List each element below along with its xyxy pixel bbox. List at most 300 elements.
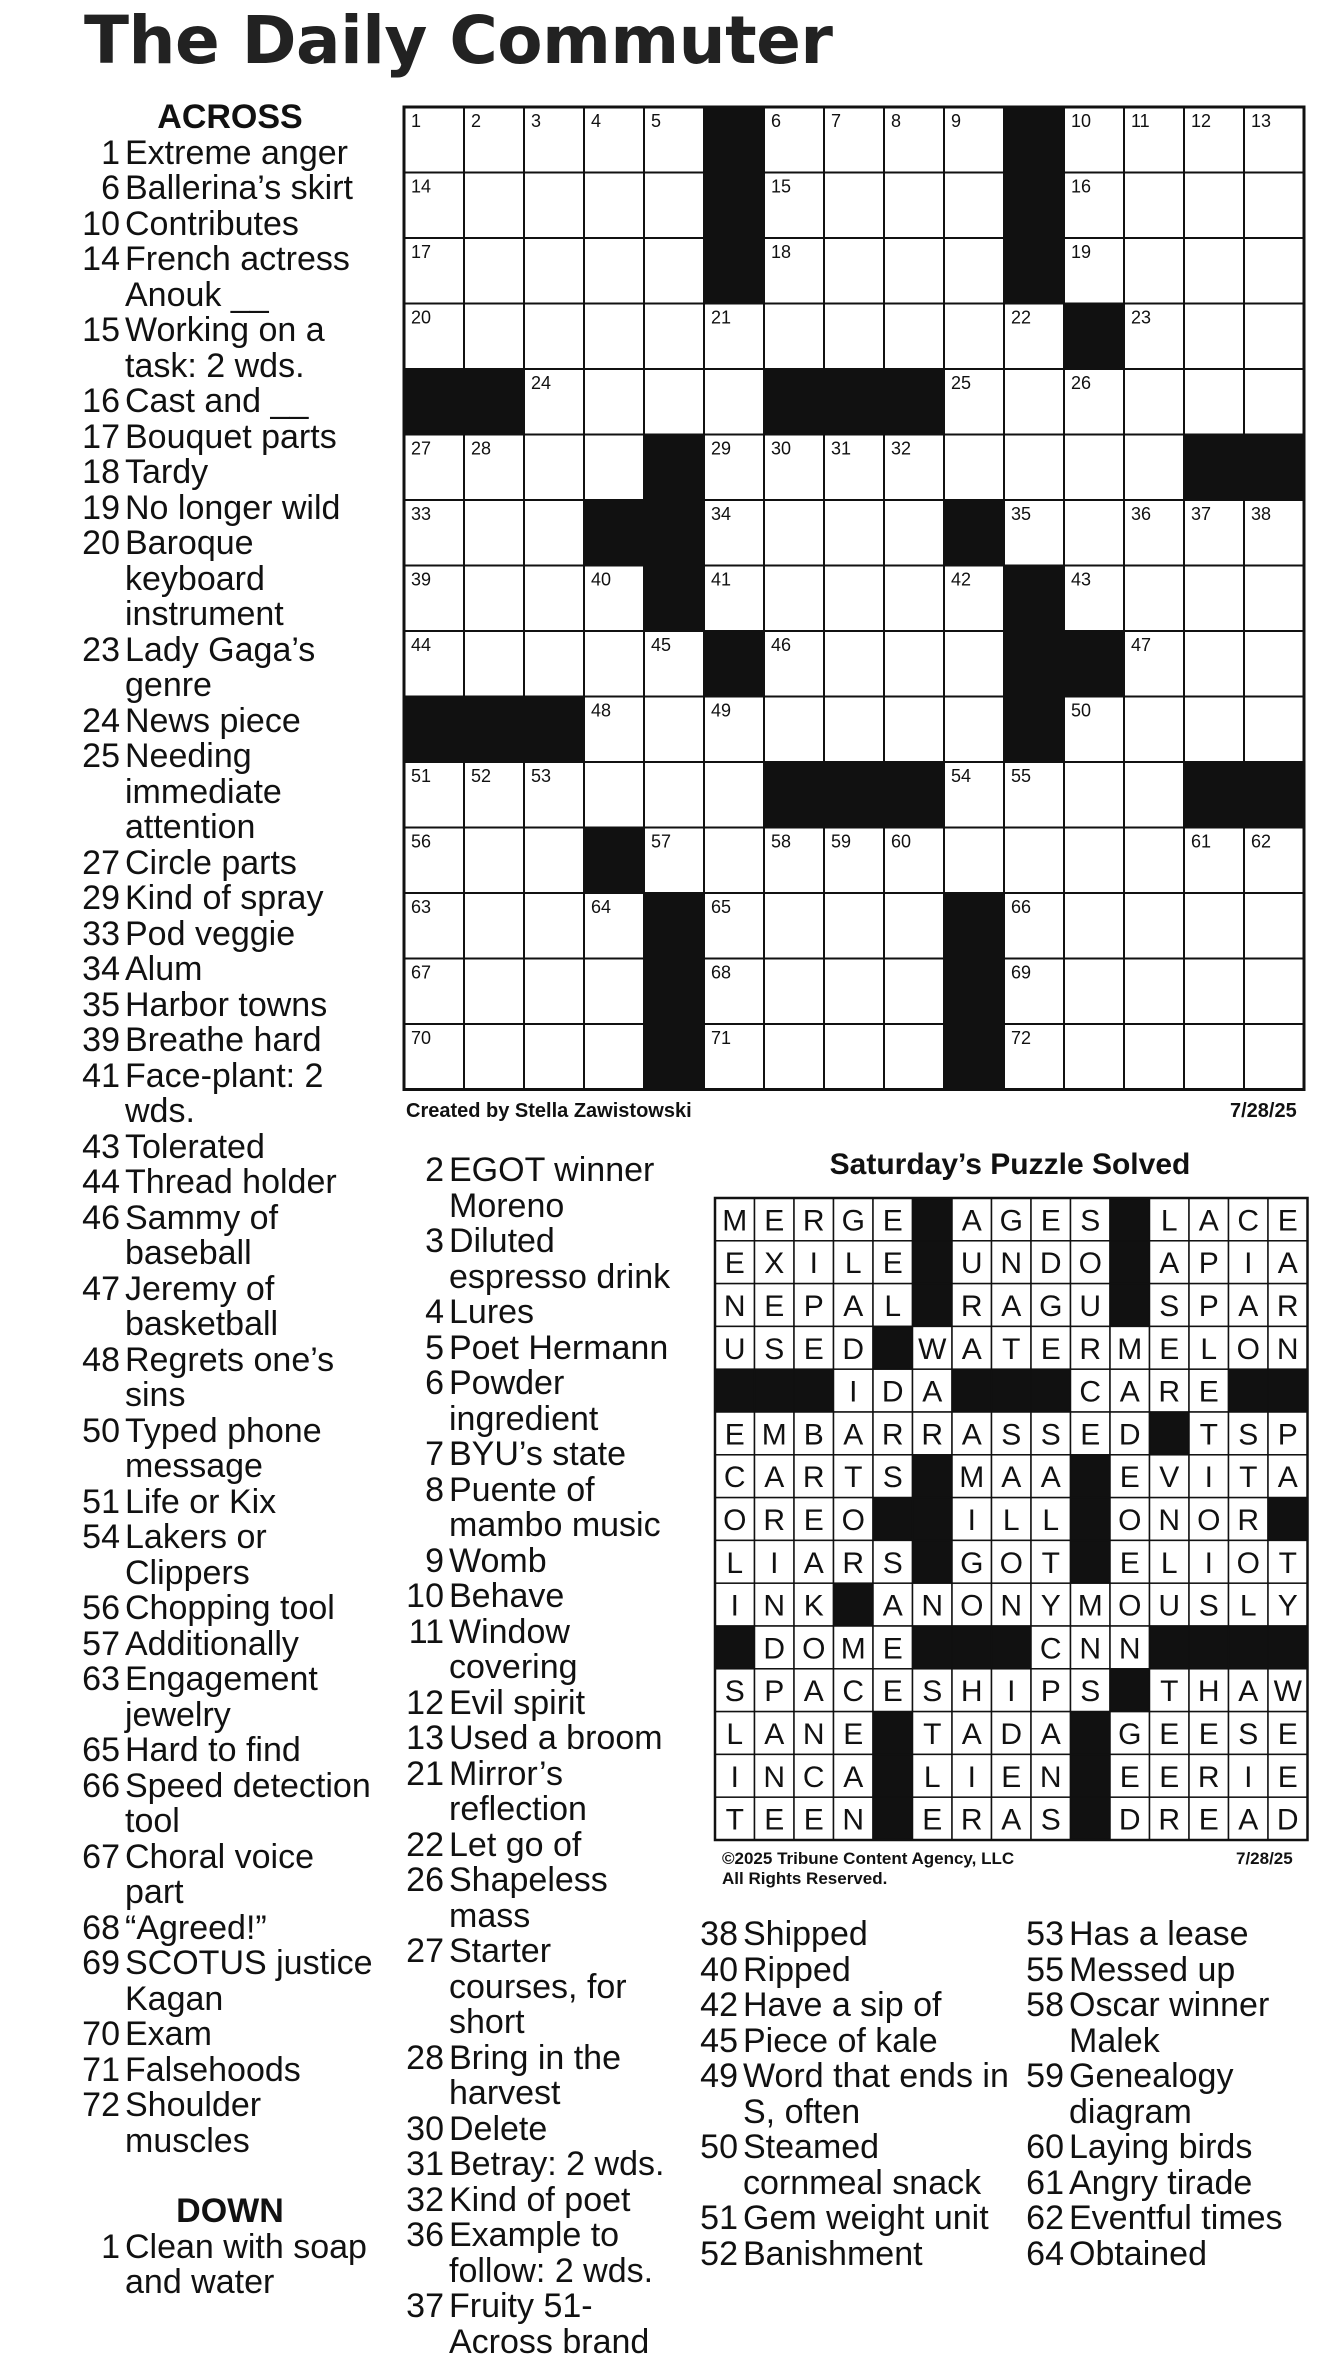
solution-letter: P: [1198, 1247, 1219, 1281]
grid-cell[interactable]: [824, 566, 884, 632]
solution-letter: O: [1118, 1589, 1142, 1623]
grid-cell[interactable]: [1184, 959, 1244, 1025]
clue-text: Chopping tool: [125, 1589, 335, 1627]
clue-number: 51: [700, 2199, 738, 2237]
clue-text: Shapeless mass: [449, 1861, 608, 1935]
clue-number: 21: [406, 1754, 444, 1793]
grid-cell[interactable]: [1244, 697, 1304, 763]
clue-number: 10: [82, 204, 120, 243]
solution-letter: C: [723, 1461, 746, 1495]
cell-number: 8: [891, 111, 902, 131]
clue-text: Window covering: [449, 1612, 578, 1686]
grid-cell[interactable]: [944, 697, 1004, 763]
clue-number: 39: [82, 1021, 120, 1059]
grid-cell[interactable]: [1004, 828, 1064, 894]
cell-number: 26: [1071, 373, 1092, 393]
clue-text: Contributes: [125, 204, 299, 243]
grid-cell[interactable]: [524, 893, 584, 959]
grid-cell[interactable]: [464, 238, 524, 304]
clue-text: Have a sip of: [743, 1986, 942, 2024]
grid-cell[interactable]: [824, 304, 884, 370]
grid-cell[interactable]: [884, 238, 944, 304]
clue-text: Laying birds: [1069, 2128, 1253, 2166]
clue-text: Jeremy of basketball: [125, 1269, 279, 1343]
grid-cell[interactable]: [704, 369, 764, 435]
grid-cell[interactable]: [824, 238, 884, 304]
grid-cell[interactable]: [524, 238, 584, 304]
clue-number: 54: [82, 1518, 120, 1556]
down-clue-52: [680, 2234, 1010, 2273]
cell-number: 39: [411, 569, 432, 590]
solution-letter: O: [960, 1589, 984, 1623]
grid-cell[interactable]: [1064, 762, 1124, 828]
clue-number: 53: [1026, 1915, 1064, 1953]
solution-letter: E: [1277, 1718, 1298, 1751]
grid-cell[interactable]: [764, 697, 824, 763]
grid-cell[interactable]: [764, 959, 824, 1025]
black-square: [944, 959, 1004, 1025]
black-square: [644, 959, 704, 1025]
grid-cell[interactable]: [1184, 304, 1244, 370]
clue-text: No longer wild: [125, 488, 341, 527]
clue-number: 58: [1026, 1986, 1064, 2024]
grid-cell[interactable]: [884, 697, 944, 763]
grid-cell[interactable]: [704, 828, 764, 894]
down-clue-1: [80, 2227, 380, 2301]
crossword-grid: [402, 105, 1309, 1092]
clue-number: 66: [82, 1766, 120, 1805]
cell-number: 50: [1071, 700, 1092, 721]
clue-text: Word that ends in S, often: [743, 2057, 1009, 2131]
grid-cell[interactable]: [1184, 631, 1244, 697]
down-clue-62: [1006, 2201, 1316, 2237]
clue-number: 13: [406, 1719, 444, 1757]
clue-number: 67: [82, 1837, 120, 1876]
solution-letter: E: [724, 1418, 745, 1452]
clue-number: 52: [700, 2234, 738, 2273]
grid-cell[interactable]: [824, 697, 884, 763]
solution-black-square: [952, 1626, 992, 1669]
clue-text: Clean with soap and water: [125, 2227, 367, 2301]
grid-cell[interactable]: [524, 435, 584, 501]
across-clue-66: [80, 1766, 380, 1840]
solution-letter: A: [1040, 1461, 1061, 1495]
grid-cell[interactable]: [644, 238, 704, 304]
solution-letter: N: [802, 1718, 825, 1751]
grid-cell[interactable]: [644, 762, 704, 828]
clue-text: Baroque keyboard instrument: [125, 524, 284, 633]
grid-cell[interactable]: [1064, 893, 1124, 959]
clue-text: Engagement jewelry: [125, 1660, 318, 1734]
grid-cell[interactable]: [944, 828, 1004, 894]
cell-number: 28: [471, 438, 492, 459]
grid-cell[interactable]: [464, 959, 524, 1025]
down-clue-64: [1006, 2234, 1316, 2273]
clue-text: Lady Gaga’s genre: [125, 630, 316, 704]
solution-letter: I: [730, 1589, 739, 1623]
grid-cell[interactable]: [1184, 697, 1244, 763]
grid-cell[interactable]: [524, 500, 584, 566]
grid-cell[interactable]: [1244, 631, 1304, 697]
solution-letter: T: [844, 1461, 863, 1495]
solution-letter: R: [1079, 1332, 1102, 1366]
solution-letter: C: [1039, 1632, 1062, 1666]
grid-cell[interactable]: [1244, 238, 1304, 304]
grid-cell[interactable]: [884, 631, 944, 697]
grid-cell[interactable]: [1244, 1024, 1304, 1090]
grid-cell[interactable]: [1244, 173, 1304, 239]
solution-letter: D: [842, 1332, 865, 1366]
black-square: [404, 697, 464, 763]
solution-letter: N: [1000, 1589, 1023, 1623]
black-square: [884, 369, 944, 435]
solution-black-square: [715, 1369, 755, 1412]
cell-number: 31: [831, 438, 852, 459]
solution-letter: I: [849, 1375, 858, 1409]
clue-number: 32: [406, 2180, 444, 2219]
black-square: [1004, 238, 1064, 304]
cell-number: 68: [711, 962, 732, 983]
grid-cell[interactable]: [1064, 435, 1124, 501]
solution-letter: I: [770, 1546, 779, 1580]
solution-letter: O: [1197, 1504, 1221, 1537]
solution-letter: G: [1118, 1718, 1142, 1751]
grid-cell[interactable]: [644, 369, 704, 435]
down-clue-13: [386, 1721, 686, 1757]
grid-cell[interactable]: [884, 566, 944, 632]
clue-number: 11: [408, 1612, 444, 1651]
grid-cell[interactable]: [824, 631, 884, 697]
grid-cell[interactable]: [1184, 893, 1244, 959]
solution-letter: G: [999, 1204, 1023, 1238]
across-clue-39: [80, 1023, 380, 1059]
solution-letter: E: [1080, 1418, 1101, 1452]
grid-cell[interactable]: [1244, 959, 1304, 1025]
cell-number: 30: [771, 438, 792, 459]
solution-letter: R: [1237, 1504, 1260, 1537]
cell-number: 58: [771, 831, 792, 852]
solution-letter: M: [722, 1204, 748, 1238]
solution-grid: [713, 1196, 1310, 1843]
solution-letter: A: [1001, 1803, 1022, 1837]
across-clue-71: [80, 2050, 380, 2089]
grid-cell[interactable]: [1004, 435, 1064, 501]
grid-cell[interactable]: [884, 1024, 944, 1090]
grid-cell[interactable]: [584, 762, 644, 828]
grid-cell[interactable]: [464, 828, 524, 894]
across-clue-19: [80, 488, 380, 527]
grid-cell[interactable]: [1124, 828, 1184, 894]
solution-black-square: [794, 1369, 834, 1412]
grid-cell[interactable]: [824, 959, 884, 1025]
grid-cell[interactable]: [884, 173, 944, 239]
solution-letter: E: [1119, 1461, 1140, 1495]
clue-text: Piece of kale: [743, 2021, 938, 2060]
grid-cell[interactable]: [1244, 304, 1304, 370]
cell-number: 53: [531, 766, 552, 786]
cell-number: 3: [531, 111, 542, 131]
down-clue-36: [386, 2218, 686, 2289]
grid-cell[interactable]: [464, 1024, 524, 1090]
grid-cell[interactable]: [824, 173, 884, 239]
grid-cell[interactable]: [1184, 1024, 1244, 1090]
solution-letter: A: [1198, 1204, 1219, 1238]
grid-cell[interactable]: [1124, 697, 1184, 763]
grid-cell[interactable]: [884, 959, 944, 1025]
grid-cell[interactable]: [524, 1024, 584, 1090]
grid-cell[interactable]: [764, 566, 824, 632]
across-clue-34: [80, 952, 380, 988]
grid-cell[interactable]: [1244, 369, 1304, 435]
solution-letter: D: [1118, 1418, 1141, 1452]
grid-cell[interactable]: [1064, 1024, 1124, 1090]
cell-number: 40: [591, 569, 612, 590]
clue-text: Ripped: [743, 1950, 851, 1989]
clue-text: News piece: [125, 701, 301, 740]
grid-cell[interactable]: [464, 566, 524, 632]
grid-cell[interactable]: [944, 173, 1004, 239]
down-clue-61: [1006, 2163, 1316, 2202]
solution-letter: L: [1160, 1546, 1178, 1580]
down-clue-31: [386, 2147, 686, 2183]
clue-text: “Agreed!”: [125, 1908, 267, 1947]
clue-text: Womb: [449, 1541, 547, 1580]
solution-letter: E: [1198, 1803, 1219, 1837]
clue-text: Delete: [449, 2109, 548, 2148]
solution-black-square: [992, 1369, 1032, 1412]
clue-text: Typed phone message: [125, 1411, 322, 1485]
clue-text: Steamed cornmeal snack: [743, 2128, 982, 2202]
clue-text: Genealogy diagram: [1069, 2057, 1234, 2131]
solution-letter: E: [803, 1332, 824, 1366]
solution-letter: O: [1236, 1546, 1260, 1580]
clue-number: 60: [1026, 2128, 1064, 2166]
solution-letter: E: [724, 1247, 745, 1281]
grid-cell[interactable]: [584, 238, 644, 304]
down-clue-42: [680, 1988, 1010, 2024]
grid-cell[interactable]: [764, 304, 824, 370]
grid-cell[interactable]: [584, 1024, 644, 1090]
clue-text: Sammy of baseball: [125, 1198, 279, 1272]
grid-cell[interactable]: [1124, 1024, 1184, 1090]
solution-letter: N: [1079, 1632, 1102, 1666]
grid-cell[interactable]: [1124, 893, 1184, 959]
solution-letter: X: [764, 1247, 785, 1281]
grid-cell[interactable]: [884, 304, 944, 370]
grid-cell[interactable]: [1124, 762, 1184, 828]
clue-number: 19: [82, 488, 120, 527]
cell-number: 21: [711, 307, 732, 328]
down-clue-7: [386, 1437, 686, 1473]
grid-cell[interactable]: [464, 500, 524, 566]
grid-cell[interactable]: [464, 631, 524, 697]
clue-number: 50: [700, 2128, 738, 2166]
across-clue-10: [80, 204, 380, 243]
grid-cell[interactable]: [584, 173, 644, 239]
down-clue-2: [386, 1153, 686, 1224]
grid-cell[interactable]: [1124, 238, 1184, 304]
cell-number: 48: [591, 700, 612, 721]
solution-letter: A: [803, 1546, 824, 1580]
clue-text: Shoulder muscles: [125, 2086, 262, 2160]
grid-cell[interactable]: [944, 631, 1004, 697]
solution-black-square: [913, 1198, 953, 1241]
grid-cell[interactable]: [704, 762, 764, 828]
grid-cell[interactable]: [524, 173, 584, 239]
grid-cell[interactable]: [1184, 566, 1244, 632]
solution-letter: C: [1079, 1375, 1102, 1409]
solution-letter: N: [1276, 1332, 1299, 1366]
grid-cell[interactable]: [824, 500, 884, 566]
clue-number: 1: [101, 2227, 120, 2266]
clue-number: 20: [82, 524, 120, 562]
solution-black-square: [873, 1797, 913, 1840]
grid-cell[interactable]: [1184, 173, 1244, 239]
grid-cell[interactable]: [764, 1024, 824, 1090]
solution-letter: I: [730, 1760, 739, 1794]
clue-text: Shipped: [743, 1915, 868, 1953]
solution-letter: U: [723, 1332, 746, 1366]
clue-number: 10: [406, 1577, 444, 1615]
grid-cell[interactable]: [1064, 828, 1124, 894]
solution-letter: I: [809, 1247, 818, 1281]
grid-cell[interactable]: [1004, 369, 1064, 435]
grid-cell[interactable]: [584, 631, 644, 697]
grid-cell[interactable]: [1244, 566, 1304, 632]
cell-number: 65: [711, 897, 732, 917]
clue-text: EGOT winner Moreno: [449, 1151, 655, 1225]
grid-cell[interactable]: [584, 435, 644, 501]
clue-number: 17: [82, 417, 120, 456]
clue-text: Working on a task: 2 wds.: [125, 311, 325, 385]
solution-title: Saturday’s Puzzle Solved: [829, 1148, 1191, 1181]
black-square: [1064, 631, 1124, 697]
cell-number: 35: [1011, 504, 1032, 524]
grid-cell[interactable]: [644, 304, 704, 370]
black-square: [644, 1024, 704, 1090]
black-square: [1004, 173, 1064, 239]
black-square: [704, 631, 764, 697]
solution-letter: D: [1276, 1803, 1299, 1837]
copyright-line-1: ©2025 Tribune Content Agency, LLC: [722, 1849, 1015, 1868]
solution-letter: E: [803, 1803, 824, 1837]
solution-letter: Y: [1277, 1589, 1298, 1623]
solution-letter: T: [1041, 1546, 1060, 1580]
clue-number: 16: [82, 382, 120, 420]
solution-letter: N: [1000, 1247, 1023, 1281]
black-square: [944, 1024, 1004, 1090]
grid-cell[interactable]: [1064, 500, 1124, 566]
black-square: [1004, 107, 1064, 173]
grid-cell[interactable]: [944, 238, 1004, 304]
grid-cell[interactable]: [464, 173, 524, 239]
grid-cell[interactable]: [1184, 369, 1244, 435]
grid-cell[interactable]: [524, 959, 584, 1025]
solution-letter: L: [726, 1718, 744, 1751]
grid-cell[interactable]: [584, 304, 644, 370]
solution-letter: L: [1160, 1204, 1178, 1238]
solution-black-square: [1071, 1797, 1111, 1840]
grid-cell[interactable]: [584, 369, 644, 435]
solution-letter: M: [959, 1461, 985, 1495]
cell-number: 72: [1011, 1028, 1032, 1048]
clue-number: 1: [101, 133, 120, 172]
solution-black-square: [1071, 1540, 1111, 1583]
solution-letter: D: [1118, 1803, 1141, 1837]
clue-number: 57: [82, 1624, 120, 1663]
grid-cell[interactable]: [524, 566, 584, 632]
across-clue-20: [80, 526, 380, 633]
cell-number: 20: [411, 307, 432, 328]
grid-cell[interactable]: [644, 697, 704, 763]
grid-cell[interactable]: [764, 500, 824, 566]
clue-text: Cast and __: [125, 382, 309, 420]
cell-number: 11: [1131, 111, 1150, 131]
grid-cell[interactable]: [944, 435, 1004, 501]
clue-number: 24: [82, 701, 120, 740]
solution-date: 7/28/25: [1236, 1849, 1293, 1868]
grid-cell[interactable]: [944, 304, 1004, 370]
grid-cell[interactable]: [884, 500, 944, 566]
grid-cell[interactable]: [764, 893, 824, 959]
clue-text: Regrets one’s sins: [125, 1340, 335, 1414]
grid-cell[interactable]: [824, 893, 884, 959]
clue-text: Diluted espresso drink: [449, 1222, 671, 1296]
black-square: [1244, 435, 1304, 501]
grid-cell[interactable]: [1184, 238, 1244, 304]
solution-black-square: [1150, 1626, 1190, 1669]
grid-cell[interactable]: [1124, 369, 1184, 435]
grid-cell[interactable]: [1124, 435, 1184, 501]
solution-black-square: [913, 1498, 953, 1541]
grid-cell[interactable]: [464, 893, 524, 959]
solution-black-square: [1110, 1241, 1150, 1284]
clue-text: Betray: 2 wds.: [449, 2145, 665, 2183]
black-square: [404, 369, 464, 435]
solution-letter: S: [1080, 1204, 1101, 1238]
solution-letter: O: [802, 1632, 826, 1666]
grid-cell[interactable]: [464, 304, 524, 370]
black-square: [464, 697, 524, 763]
grid-cell[interactable]: [1124, 173, 1184, 239]
grid-cell[interactable]: [1124, 959, 1184, 1025]
grid-cell[interactable]: [524, 304, 584, 370]
solution-black-square: [1268, 1369, 1308, 1412]
clue-number: 28: [406, 2038, 444, 2077]
grid-cell[interactable]: [584, 959, 644, 1025]
solution-black-square: [1110, 1198, 1150, 1241]
down-clue-list-4: [1006, 1917, 1316, 2272]
grid-cell[interactable]: [1244, 893, 1304, 959]
grid-cell[interactable]: [884, 893, 944, 959]
solution-letter: A: [961, 1418, 982, 1452]
grid-cell[interactable]: [524, 828, 584, 894]
solution-letter: N: [1158, 1504, 1181, 1537]
grid-cell[interactable]: [1064, 959, 1124, 1025]
grid-cell[interactable]: [1124, 566, 1184, 632]
solution-letter: A: [764, 1461, 785, 1495]
grid-cell[interactable]: [644, 173, 704, 239]
grid-cell[interactable]: [524, 631, 584, 697]
black-square: [944, 500, 1004, 566]
clue-number: 64: [1026, 2234, 1064, 2273]
solution-letter: L: [1239, 1589, 1257, 1623]
cell-number: 66: [1011, 897, 1032, 917]
grid-cell[interactable]: [824, 1024, 884, 1090]
across-clue-51: [80, 1482, 380, 1521]
down-clue-9: [386, 1541, 686, 1580]
clue-text: Obtained: [1069, 2234, 1207, 2273]
